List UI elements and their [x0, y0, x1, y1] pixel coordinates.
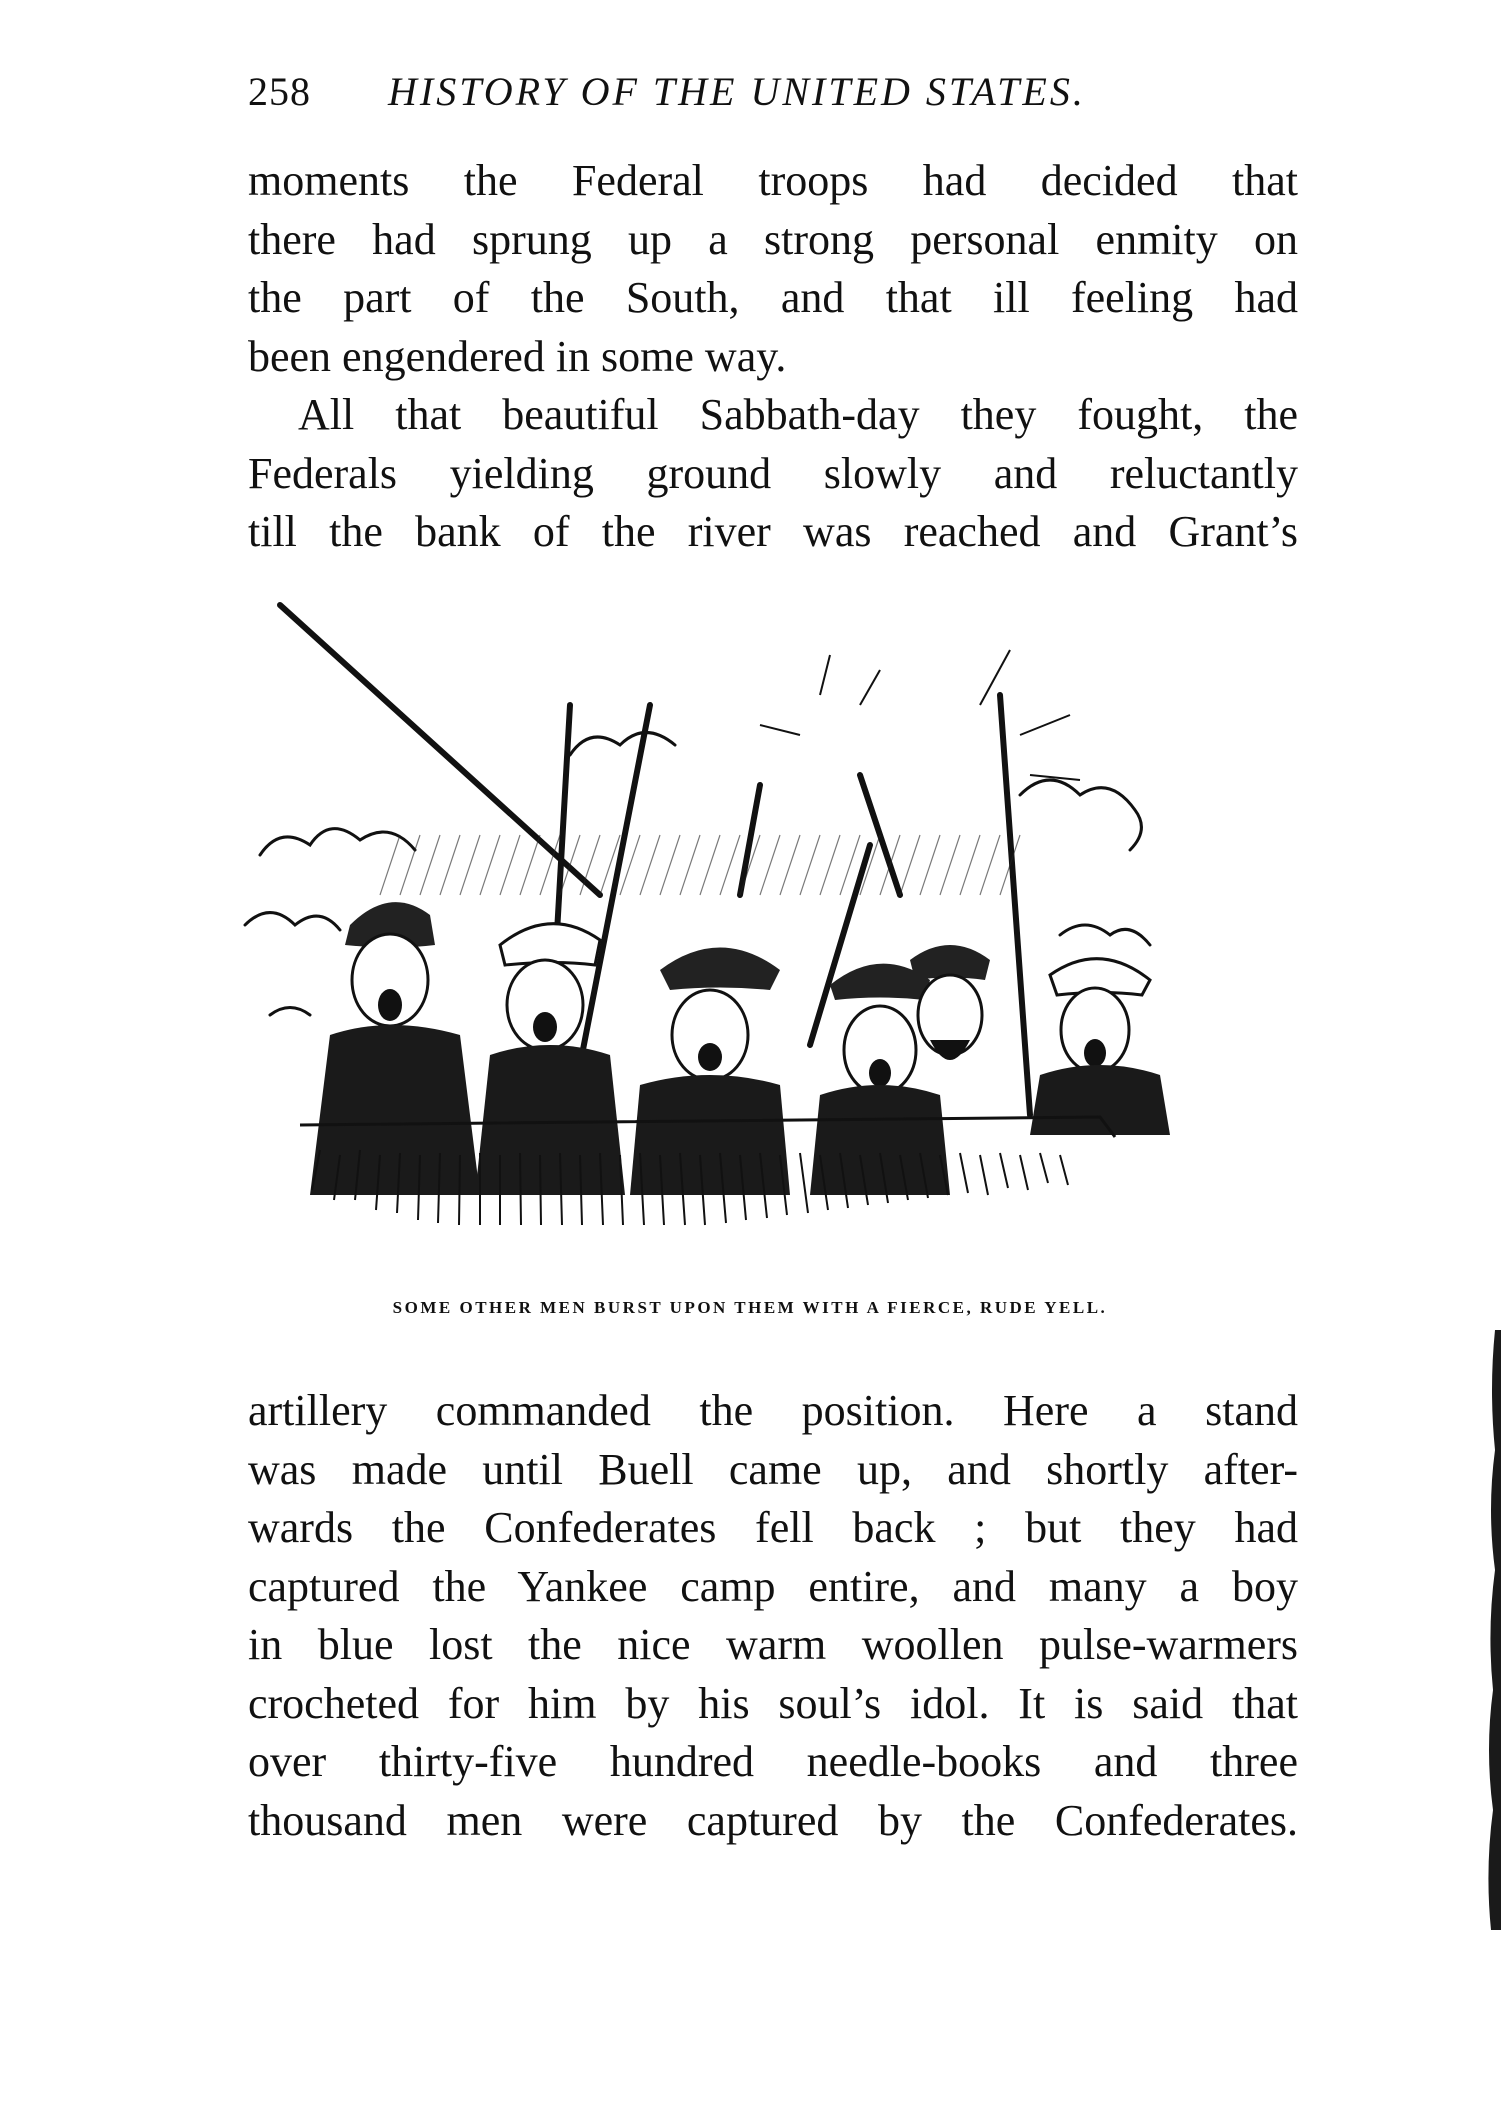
page-header: [248, 62, 1298, 122]
text-line: artillery commanded the position. Here a stand: [248, 1386, 1298, 1435]
text-line: captured the Yankee camp entire, and many a boy: [248, 1561, 1298, 1611]
scan-edge-shadow: [1475, 1330, 1501, 1930]
soldier: [310, 902, 480, 1195]
page-number: 258: [248, 69, 311, 114]
running-title: HISTORY OF THE UNITED STATES.: [388, 69, 1086, 114]
text-line: till the bank of the river was reached and Grant’s: [248, 507, 1298, 556]
text-line: the part of the South, and that ill feeling had: [248, 273, 1298, 322]
soldier: [1030, 959, 1170, 1135]
hatching: [380, 835, 1020, 895]
text-line: was made until Buell came up, and shortly after-: [248, 1444, 1298, 1494]
text-line: there had sprung up a strong personal enmity on: [248, 214, 1298, 264]
text-line: over thirty-five hundred needle-books and three: [248, 1737, 1298, 1786]
soldiers-charge-illustration: [240, 595, 1260, 1265]
text-line: thousand men were captured by the Confederates.: [248, 1795, 1298, 1845]
text-line: wards the Confederates fell back ; but they had: [248, 1503, 1298, 1552]
text-line: in blue lost the nice warm woollen pulse-warmers: [248, 1620, 1298, 1669]
text-line: moments the Federal troops had decided that: [248, 156, 1298, 205]
soldier: [910, 945, 990, 1060]
text-line: been engendered in some way.: [248, 331, 787, 381]
text-line: Federals yielding ground slowly and reluctantly: [248, 448, 1298, 498]
soldiers: [310, 902, 1170, 1195]
bottom-paragraph: [248, 1382, 1298, 1850]
text-line: All that beautiful Sabbath-day they fought, the: [298, 390, 1298, 439]
text-line: crocheted for him by his soul’s idol. It is said that: [248, 1678, 1298, 1728]
top-paragraphs: [248, 152, 1298, 562]
explosion-rays: [760, 650, 1080, 780]
illustration-caption: SOME OTHER MEN BURST UPON THEM WITH A FIERCE, RUDE YELL.: [392, 1298, 1108, 1317]
soldier: [630, 948, 790, 1196]
